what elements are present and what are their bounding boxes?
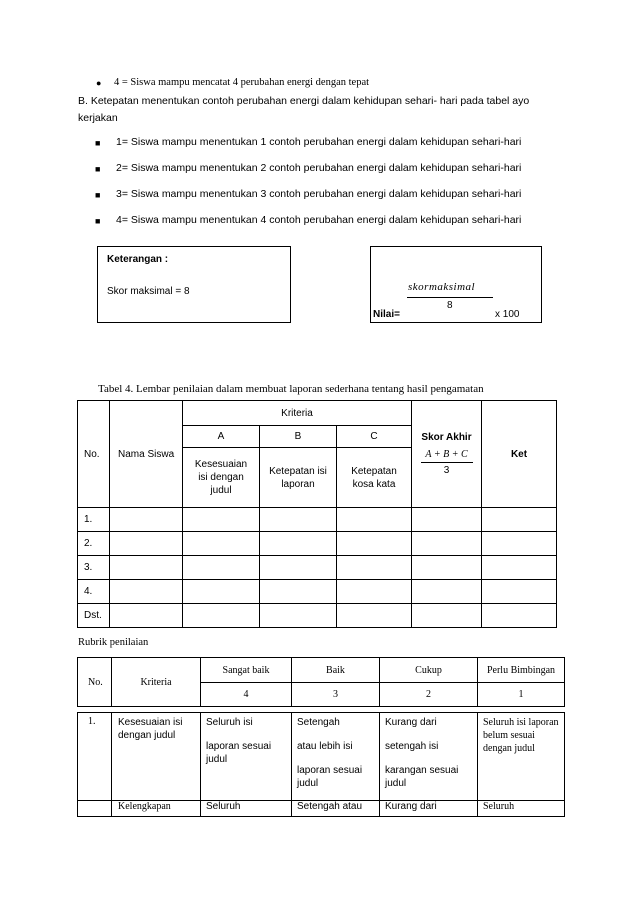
level-baik: Baik <box>292 658 380 683</box>
criteria-item: 2= Siswa mampu menentukan 2 contoh perubahan energi dalam kehidupan sehari-hari <box>116 162 522 174</box>
rubrik-cell-sangat-baik <box>201 713 292 801</box>
score-1: 1 <box>478 683 565 707</box>
rubrik-header-no: No. <box>78 658 112 707</box>
cell-line: Setengah <box>297 717 340 728</box>
rubrik-cell-cukup <box>380 713 478 801</box>
formula-line <box>421 462 473 463</box>
rubrik-header-kriteria: Kriteria <box>112 658 201 707</box>
criteria-item: 1= Siswa mampu menentukan 1 contoh perubahan energi dalam kehidupan sehari-hari <box>116 136 522 148</box>
nilai-numerator: skormaksimal <box>408 281 476 293</box>
col-header-skor-akhir <box>412 401 482 508</box>
skor-akhir-label: Skor Akhir <box>421 432 472 443</box>
square-bullet-icon: ■ <box>95 216 101 226</box>
fraction-line <box>407 297 493 298</box>
level-perlu-bimbingan: Perlu Bimbingan <box>478 658 565 683</box>
col-header-ket: Ket <box>482 401 557 508</box>
keterangan-title: Keterangan : <box>107 254 169 265</box>
rubrik-cell-perlu-bimbingan: Seluruh isi laporan belum sesuai dengan judul <box>478 713 565 801</box>
rubrik-cell-sangat-baik: Seluruh <box>201 801 292 817</box>
top-bullet-text: 4 = Siswa mampu mencatat 4 perubahan energi dengan tepat <box>114 77 370 88</box>
desc-c: Ketepatan kosa kata <box>337 448 412 508</box>
table-row <box>78 604 557 628</box>
nilai-denominator: 8 <box>447 300 453 311</box>
col-header-kriteria: Kriteria <box>183 401 412 426</box>
table-row <box>78 580 557 604</box>
row-number: 4. <box>78 580 110 604</box>
skor-maksimal-text: Skor maksimal = 8 <box>107 286 190 297</box>
formula-denominator: 3 <box>443 465 450 476</box>
cell-line: Seluruh isi <box>206 717 253 728</box>
score-4: 4 <box>201 683 292 707</box>
nilai-box <box>370 246 542 323</box>
level-sangat-baik: Sangat baik <box>201 658 292 683</box>
col-header-no: No. <box>78 401 110 508</box>
table-row <box>78 508 557 532</box>
cell-line: laporan sesuai judul <box>297 765 363 789</box>
table4-caption: Tabel 4. Lembar penilaian dalam membuat laporan sederhana tentang hasil pengamatan <box>98 383 484 395</box>
nilai-multiplier: x 100 <box>495 309 520 320</box>
col-header-a: A <box>183 426 260 448</box>
criteria-item: 4= Siswa mampu menentukan 4 contoh perubahan energi dalam kehidupan sehari-hari <box>116 214 522 226</box>
table-row <box>78 713 565 801</box>
desc-a: Kesesuaian isi dengan judul <box>183 448 260 508</box>
desc-b: Ketepatan isi laporan <box>260 448 337 508</box>
cell-line: laporan sesuai judul <box>206 741 272 765</box>
assessment-table <box>77 400 557 628</box>
row-number: 2. <box>78 532 110 556</box>
square-bullet-icon: ■ <box>95 138 101 148</box>
square-bullet-icon: ■ <box>95 190 101 200</box>
cell-line: setengah isi <box>385 741 439 752</box>
table-row <box>78 556 557 580</box>
score-2: 2 <box>380 683 478 707</box>
rubrik-table <box>77 657 565 817</box>
criteria-item: 3= Siswa mampu menentukan 3 contoh perubahan energi dalam kehidupan sehari-hari <box>116 188 522 200</box>
rubrik-cell-perlu-bimbingan: Seluruh <box>478 801 565 817</box>
rubrik-cell-baik <box>292 713 380 801</box>
level-cukup: Cukup <box>380 658 478 683</box>
rubrik-row-kriteria: Kesesuaian isi dengan judul <box>112 713 201 801</box>
section-b-heading: B. Ketepatan menentukan contoh perubahan energi dalam kehidupan sehari- hari pada tabel ayo <box>78 95 530 107</box>
table-row <box>78 532 557 556</box>
col-header-c: C <box>337 426 412 448</box>
rubrik-row-no: 1. <box>78 713 112 801</box>
section-b-heading-cont: kerjakan <box>78 112 118 124</box>
rubrik-cell-cukup: Kurang dari <box>380 801 478 817</box>
cell-line: Kurang dari <box>385 717 437 728</box>
cell-line: atau lebih isi <box>297 741 353 752</box>
keterangan-box <box>97 246 291 323</box>
row-number: 1. <box>78 508 110 532</box>
formula-numerator: A + B + C <box>425 449 468 460</box>
score-3: 3 <box>292 683 380 707</box>
table-row <box>78 801 565 817</box>
bullet-dot-icon: ● <box>96 78 102 88</box>
rubrik-title: Rubrik penilaian <box>78 637 149 648</box>
rubrik-cell-baik: Setengah atau <box>292 801 380 817</box>
row-number: Dst. <box>78 604 110 628</box>
col-header-nama: Nama Siswa <box>110 401 183 508</box>
cell-line: karangan sesuai judul <box>385 765 459 789</box>
col-header-b: B <box>260 426 337 448</box>
row-number: 3. <box>78 556 110 580</box>
rubrik-row-kriteria: Kelengkapan <box>112 801 201 817</box>
square-bullet-icon: ■ <box>95 164 101 174</box>
nilai-label: Nilai= <box>373 309 400 320</box>
